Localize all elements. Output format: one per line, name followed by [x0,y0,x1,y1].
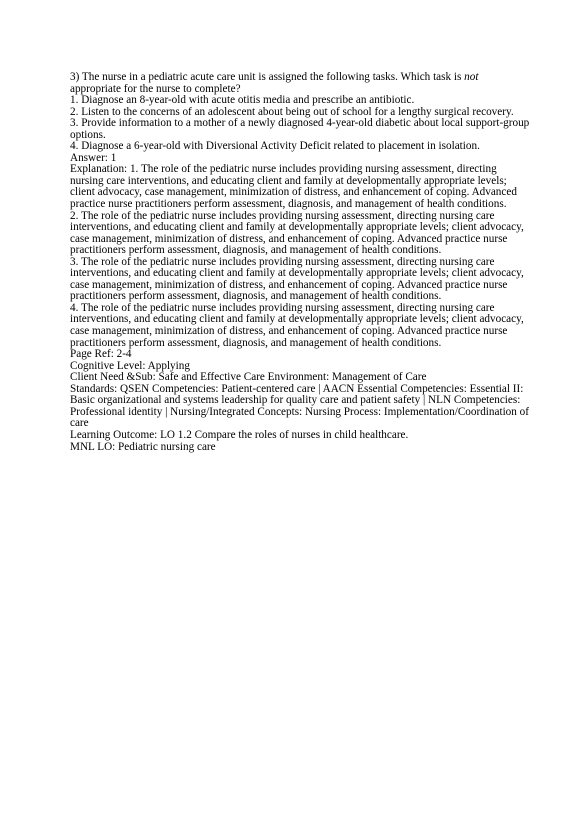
answer-option-1: 1. Diagnose an 8-year-old with acute otitis media and prescribe an antibiotic. [70,94,415,107]
standards: Standards: QSEN Competencies: Patient-centered care | AACN Essential Competencies: Essential II: Basic organizational and systems leadership for quality care and patient safety | NLN Competencies: Professional identity | Nursing/Integrated Concepts: Nursing Process: Implementation/Coordination of care [70,382,529,430]
mnl-lo: MNL LO: Pediatric nursing care [70,440,216,453]
answer-option-4: 4. Diagnose a 6-year-old with Diversional Activity Deficit related to placement in isolation. [70,140,480,153]
learning-outcome: Learning Outcome: LO 1.2 Compare the roles of nurses in child healthcare. [70,428,409,441]
client-need: Client Need &Sub: Safe and Effective Care Environment: Management of Care [70,371,427,384]
question-stem [70,72,532,95]
explanation-3: 3. The role of the pediatric nurse includes providing nursing assessment, directing nursing care interventions, and educating client and family at developmentally appropriate levels; client advocacy, case management, minimization of distress, and enhancement of coping. Advanced practice nurse practitioners perform assessment, diagnosis, and management of health conditions. [70,255,524,303]
page-ref: Page Ref: 2-4 [70,348,132,361]
answer-option-3: 3. Provide information to a mother of a newly diagnosed 4-year-old diabetic about local support-group options. [70,117,530,141]
document-page [70,72,532,453]
explanation-1: Explanation: 1. The role of the pediatric nurse includes providing nursing assessment, directing nursing care interventions, and educating client and family at developmentally appropriate levels; client advocacy, case management, minimization of distress, and enhancement of coping. Advanced practice nurse practitioners perform assessment, diagnosis, and management of health conditions. [70,163,517,211]
cognitive-level: Cognitive Level: Applying [70,359,190,372]
explanation-2: 2. The role of the pediatric nurse includes providing nursing assessment, directing nursing care interventions, and educating client and family at developmentally appropriate levels; client advocacy, case management, minimization of distress, and enhancement of coping. Advanced practice nurse practitioners perform assessment, diagnosis, and management of health conditions. [70,209,524,257]
answer-option-2: 2. Listen to the concerns of an adolescent about being out of school for a lengthy surgical recovery. [70,105,514,118]
question-stem-before: 3) The nurse in a pediatric acute care unit is assigned the following tasks. Which task is [70,71,465,83]
answer-key: Answer: 1 [70,151,117,164]
question-stem-after: appropriate for the nurse to complete? [70,82,241,95]
question-stem-emphasis: not [464,71,479,83]
explanation-4: 4. The role of the pediatric nurse includes providing nursing assessment, directing nursing care interventions, and educating client and family at developmentally appropriate levels; client advocacy, case management, minimization of distress, and enhancement of coping. Advanced practice nurse practitioners perform assessment, diagnosis, and management of health conditions. [70,301,524,349]
